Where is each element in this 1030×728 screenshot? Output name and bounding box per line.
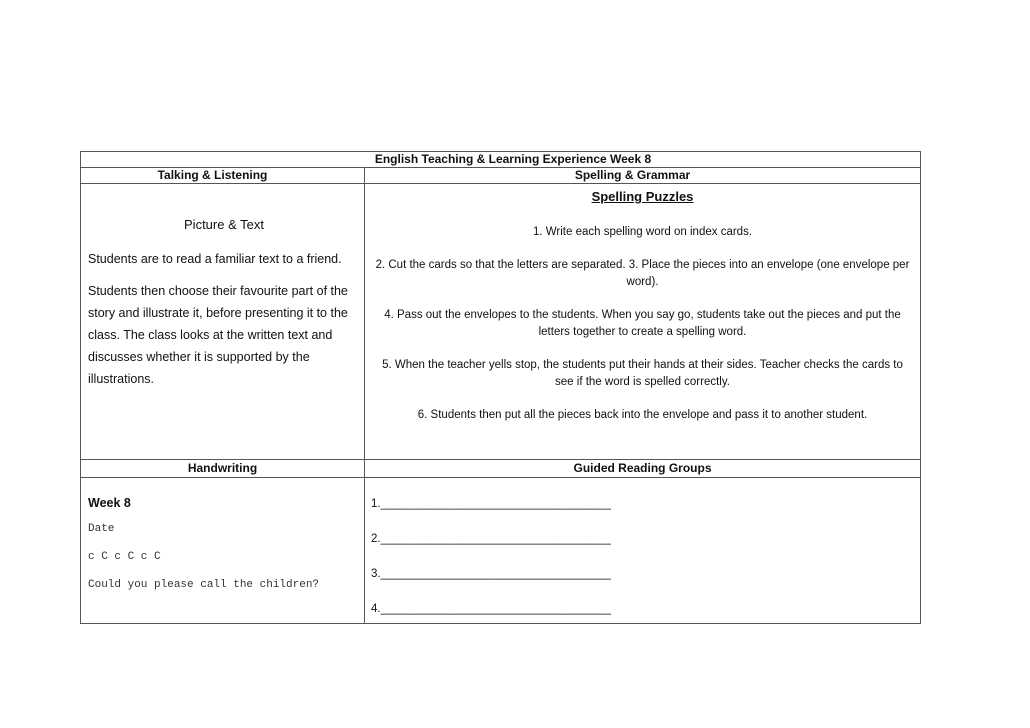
spelling-grammar-header: Spelling & Grammar bbox=[365, 168, 921, 184]
lesson-plan-sheet bbox=[80, 151, 920, 624]
talking-paragraph: Students then choose their favourite part of the story and illustrate it, before presenting it to the class. The class looks at the written text and discusses whether it is supported by the illustrations. bbox=[88, 284, 348, 386]
spelling-step: 6. Students then put all the pieces back into the envelope and pass it to another student. bbox=[417, 409, 868, 421]
spelling-title: Spelling Puzzles bbox=[591, 189, 694, 204]
handwriting-cell bbox=[81, 478, 365, 624]
page-title: English Teaching & Learning Experience Week 8 bbox=[81, 152, 921, 168]
talking-listening-header: Talking & Listening bbox=[81, 168, 365, 184]
handwriting-header: Handwriting bbox=[81, 460, 365, 478]
guided-reading-header: Guided Reading Groups bbox=[365, 460, 921, 478]
group-line: 1.____________________________________ bbox=[371, 498, 611, 510]
spelling-step: 2. Cut the cards so that the letters are separated. 3. Place the pieces into an envelope (one envelope per word). bbox=[375, 259, 910, 288]
spelling-step: 4. Pass out the envelopes to the students. When you say go, students take out the pieces and put the letters together to create a spelling word. bbox=[384, 309, 901, 338]
spelling-step: 1. Write each spelling word on index cards. bbox=[532, 226, 753, 238]
talking-subtitle: Picture & Text bbox=[184, 217, 264, 232]
handwriting-week: Week 8 bbox=[88, 496, 131, 510]
group-line: 3.____________________________________ bbox=[371, 568, 611, 580]
talking-paragraph: Students are to read a familiar text to a friend. bbox=[88, 252, 342, 266]
talking-listening-cell bbox=[81, 184, 365, 460]
group-line: 2.____________________________________ bbox=[371, 533, 611, 545]
lesson-plan-table bbox=[80, 151, 921, 624]
spelling-grammar-cell bbox=[365, 184, 921, 460]
spelling-step: 5. When the teacher yells stop, the students put their hands at their sides. Teacher checks the cards to see if the word is spelled correctly. bbox=[382, 359, 903, 388]
handwriting-letters: c C c C c C bbox=[88, 551, 161, 563]
group-line: 4.____________________________________ bbox=[371, 603, 611, 615]
guided-reading-cell bbox=[365, 478, 921, 624]
handwriting-sentence: Could you please call the children? bbox=[88, 579, 320, 591]
handwriting-date: Date bbox=[88, 523, 115, 535]
